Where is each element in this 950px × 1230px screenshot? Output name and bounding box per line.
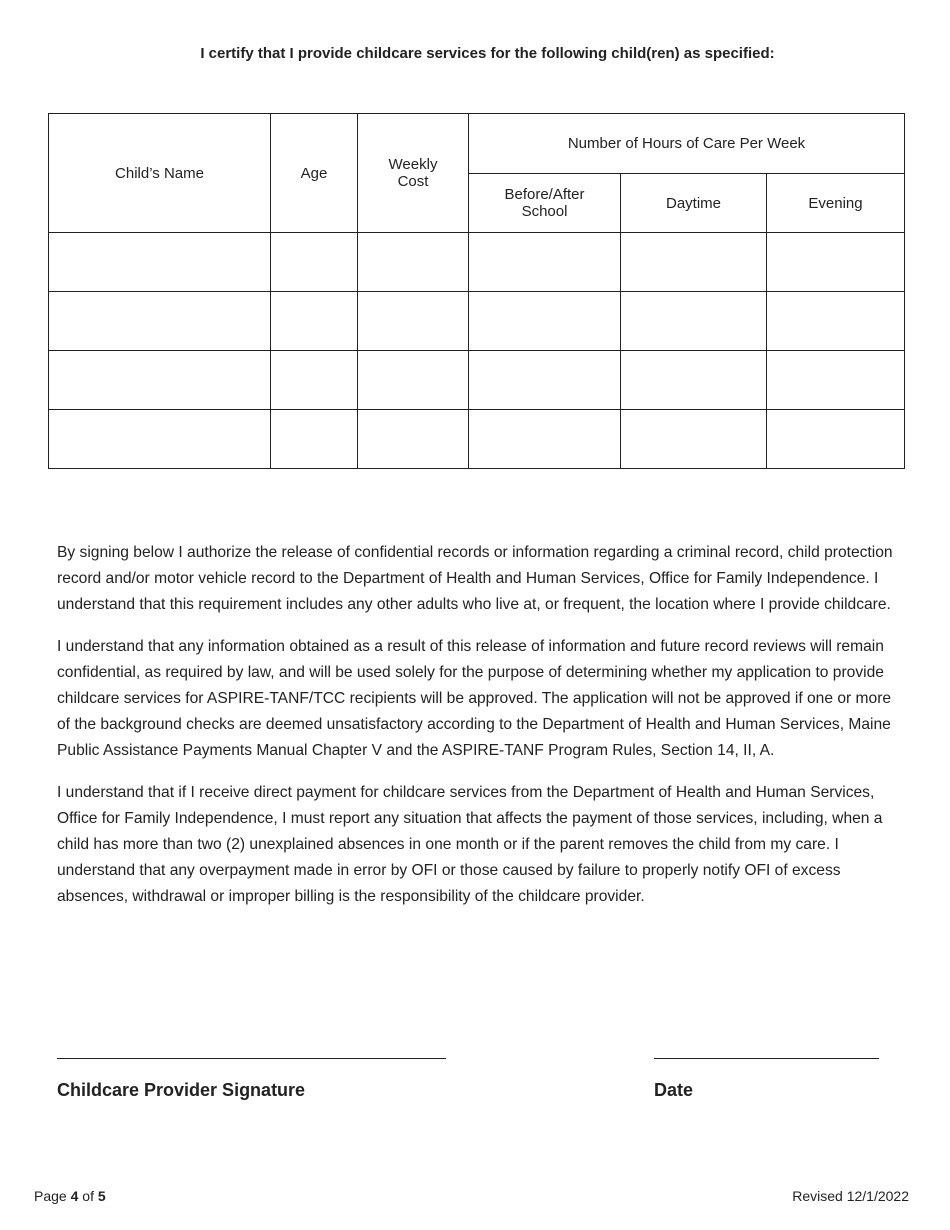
childcare-table bbox=[48, 113, 905, 469]
cell-weekly-cost[interactable] bbox=[358, 233, 469, 292]
authorization-text bbox=[57, 540, 907, 926]
cell-daytime[interactable] bbox=[621, 410, 767, 469]
date-label: Date bbox=[654, 1080, 694, 1100]
cell-evening[interactable] bbox=[767, 292, 905, 351]
header-before-after-label: Before/After School bbox=[504, 186, 585, 220]
cell-daytime[interactable] bbox=[621, 351, 767, 410]
cell-age[interactable] bbox=[271, 351, 358, 410]
table-row bbox=[49, 410, 905, 469]
paragraph-payment-reporting: I understand that if I receive direct payment for childcare services from the Department of Health and Human Services, Office for Family Independence, I must report any situation that affects the payment of those services, including, when a child has more than two (2) unexplained absences in one month or if the parent removes the child from my care. I understand that any overpayment made in error by OFI or those caused by failure to properly notify OFI of excess absences, withdrawal or improper billing is the responsibility of the childcare provider. bbox=[57, 784, 883, 905]
cell-evening[interactable] bbox=[767, 351, 905, 410]
cell-child-name[interactable] bbox=[49, 410, 271, 469]
header-age: Age bbox=[271, 114, 358, 233]
header-weekly-cost-label: Weekly Cost bbox=[388, 156, 438, 190]
cell-weekly-cost[interactable] bbox=[358, 410, 469, 469]
cell-weekly-cost[interactable] bbox=[358, 351, 469, 410]
cell-child-name[interactable] bbox=[49, 292, 271, 351]
cell-before-after[interactable] bbox=[469, 233, 621, 292]
page-current: 4 bbox=[70, 1188, 79, 1204]
page-heading: I certify that I provide childcare services for the following child(ren) as specified: bbox=[200, 45, 775, 62]
page-total: 5 bbox=[97, 1188, 106, 1204]
page-of: of bbox=[82, 1188, 94, 1204]
header-childs-name: Child’s Name bbox=[49, 114, 271, 233]
page-word: Page bbox=[34, 1188, 67, 1204]
header-weekly-cost bbox=[358, 114, 469, 233]
cell-before-after[interactable] bbox=[469, 292, 621, 351]
date-signature-line[interactable] bbox=[654, 1058, 879, 1059]
header-before-after-school bbox=[469, 174, 621, 233]
cell-before-after[interactable] bbox=[469, 351, 621, 410]
page-number bbox=[34, 1188, 106, 1204]
revision-date: Revised 12/1/2022 bbox=[792, 1188, 909, 1204]
cell-age[interactable] bbox=[271, 292, 358, 351]
cell-daytime[interactable] bbox=[621, 292, 767, 351]
provider-signature-label: Childcare Provider Signature bbox=[57, 1080, 306, 1100]
table-row bbox=[49, 292, 905, 351]
table-row bbox=[49, 233, 905, 292]
provider-signature-line[interactable] bbox=[57, 1058, 446, 1059]
header-evening: Evening bbox=[767, 174, 905, 233]
cell-age[interactable] bbox=[271, 410, 358, 469]
paragraph-confidentiality: I understand that any information obtained as a result of this release of information and future record reviews will remain confidential, as required by law, and will be used solely for the purpose of determining whether my application to provide childcare services for ASPIRE-TANF/TCC recipients will be approved. The application will not be approved if one or more of the background checks are deemed unsatisfactory according to the Department of Health and Human Services, Maine Public Assistance Payments Manual Chapter V and the ASPIRE-TANF Program Rules, Section 14, II, A. bbox=[57, 638, 892, 759]
table-row bbox=[49, 351, 905, 410]
cell-before-after[interactable] bbox=[469, 410, 621, 469]
paragraph-release-authorization: By signing below I authorize the release of confidential records or information regarding a criminal record, child protection record and/or motor vehicle record to the Department of Health and Human Services, Office for Family Independence. I understand that this requirement includes any other adults who live at, or frequent, the location where I provide childcare. bbox=[57, 544, 893, 613]
cell-daytime[interactable] bbox=[621, 233, 767, 292]
cell-age[interactable] bbox=[271, 233, 358, 292]
header-hours-group: Number of Hours of Care Per Week bbox=[469, 114, 905, 174]
cell-evening[interactable] bbox=[767, 233, 905, 292]
header-daytime: Daytime bbox=[621, 174, 767, 233]
cell-weekly-cost[interactable] bbox=[358, 292, 469, 351]
cell-evening[interactable] bbox=[767, 410, 905, 469]
cell-child-name[interactable] bbox=[49, 351, 271, 410]
cell-child-name[interactable] bbox=[49, 233, 271, 292]
